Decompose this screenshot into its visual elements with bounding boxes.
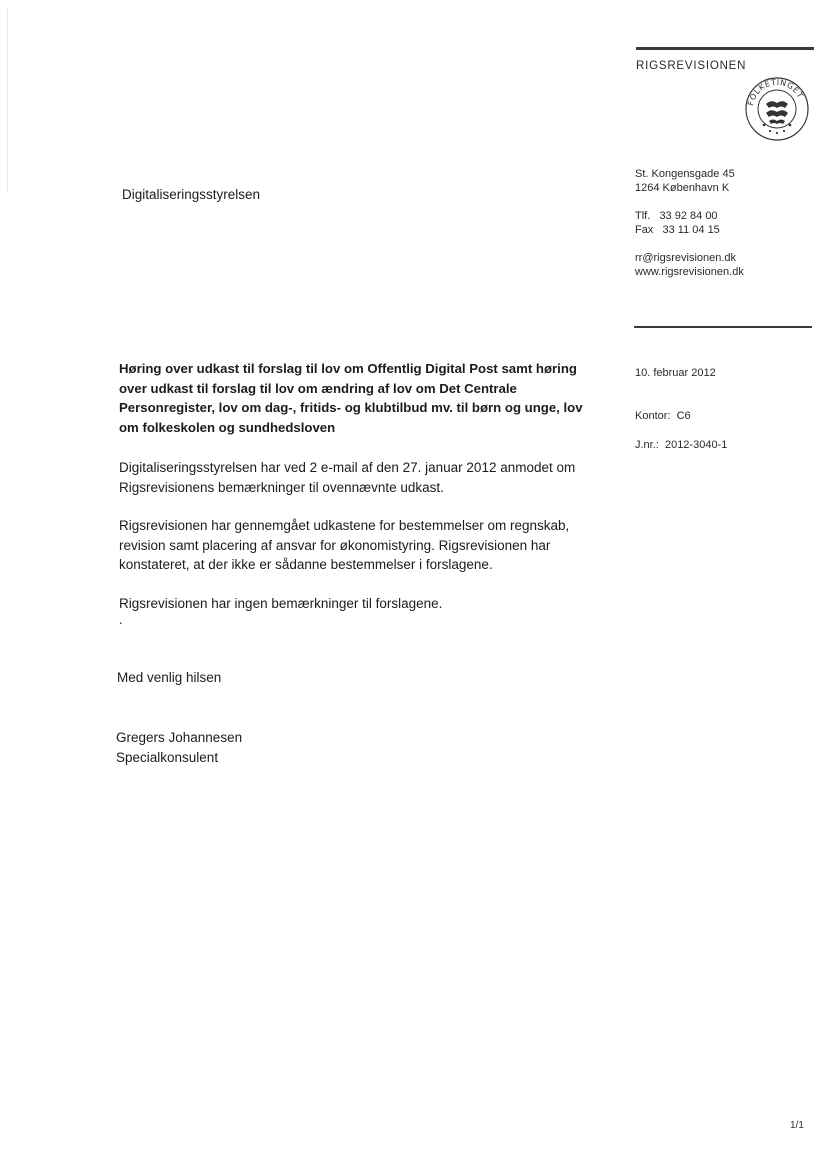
page-number: 1/1 bbox=[790, 1120, 804, 1131]
scan-edge-line bbox=[7, 8, 8, 193]
contact-city: 1264 København K bbox=[635, 182, 730, 194]
subject-heading: Høring over udkast til forslag til lov om Offentlig Digital Post samt høring over udkast til forslag til lov om ændring af lov om Det Centrale Personregister, lov om dag-, fritids- og klubtilbud mv. til børn og unge, lov om folkeskolen og sundhedsloven bbox=[119, 361, 583, 435]
stray-dot: . bbox=[119, 612, 123, 627]
signatory-name: Gregers Johannesen bbox=[116, 730, 243, 745]
signatory-title: Specialkonsulent bbox=[116, 750, 219, 765]
recipient-name: Digitaliseringsstyrelsen bbox=[122, 187, 261, 202]
signature-block bbox=[116, 728, 242, 768]
journal-number: J.nr.: 2012-3040-1 bbox=[635, 439, 728, 451]
svg-text:FOLKETINGET: FOLKETINGET bbox=[746, 77, 805, 107]
closing-phrase: Med venlig hilsen bbox=[117, 670, 222, 685]
sidebar-divider-rule bbox=[634, 326, 812, 328]
folketinget-seal-logo bbox=[744, 76, 810, 142]
letter-date: 10. februar 2012 bbox=[635, 367, 716, 379]
contact-phone: Tlf. 33 92 84 00 bbox=[635, 210, 718, 222]
body-paragraph-3: Rigsrevisionen har ingen bemærkninger til forslagene. bbox=[119, 596, 443, 611]
contact-fax: Fax 33 11 04 15 bbox=[635, 224, 720, 236]
office-reference: Kontor: C6 bbox=[635, 410, 691, 422]
header-top-rule bbox=[636, 47, 814, 50]
contact-street: St. Kongensgade 45 bbox=[635, 168, 735, 180]
contact-website: www.rigsrevisionen.dk bbox=[635, 266, 744, 278]
body-paragraph-2: Rigsrevisionen har gennemgået udkastene for bestemmelser om regnskab, revision samt placering af ansvar for økonomistyring. Rigsrevisionen har konstateret, at der ikke er sådanne bestemmelser i forslagene. bbox=[119, 518, 570, 572]
organization-name: RIGSREVISIONEN bbox=[636, 60, 747, 72]
contact-email: rr@rigsrevisionen.dk bbox=[635, 252, 737, 264]
body-paragraph-1: Digitaliseringsstyrelsen har ved 2 e-mail af den 27. januar 2012 anmodet om Rigsrevisionens bemærkninger til ovennævnte udkast. bbox=[119, 460, 576, 495]
